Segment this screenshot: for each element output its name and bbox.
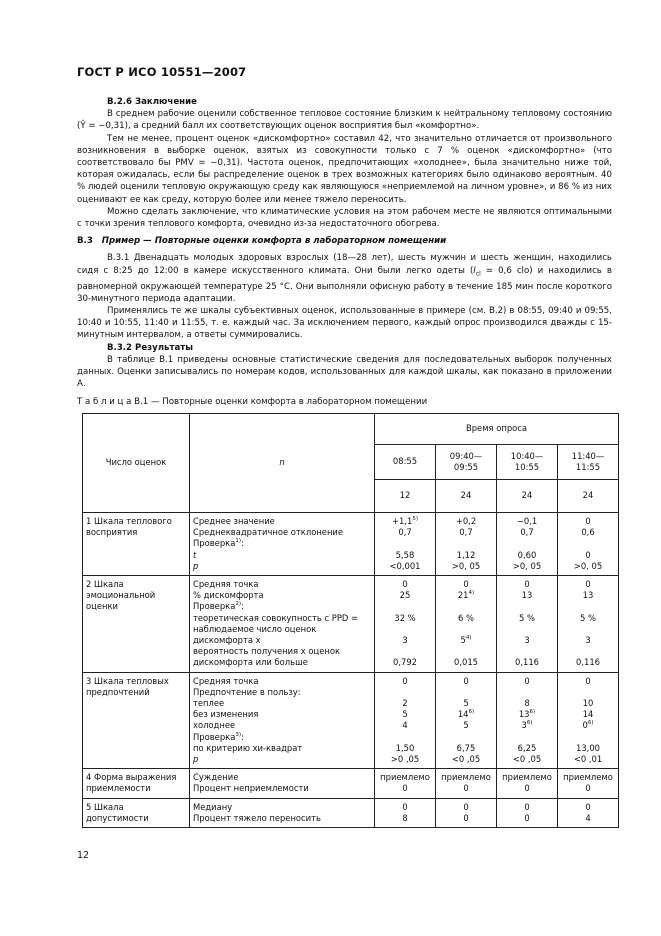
paragraph: В.3.1 Двенадцать молодых здоровых взрослых (18—28 лет), шесть мужчин и шесть женщин, находились сидя с 8:25 до 12:00 в камере искусственного климата. Они были легко одеты ($I_{cl} = 0,6$ clo) и находились в равномерной окружающей температуре 25 °С. Они выполняли офисную работу в течение 185 мин после короткого 30-минутного периода адаптации.: [77, 253, 612, 304]
value-cell: 0 13 5 % 3 0,116: [558, 576, 619, 673]
time-cell: 11:40—11:55: [558, 445, 619, 480]
body-text: [77, 96, 612, 390]
table-row: [83, 798, 619, 827]
table-row: [83, 672, 619, 769]
value-cell: 0 25 32 % 3 0,792: [375, 576, 436, 673]
value-cell: приемлемо 0: [558, 769, 619, 798]
value-cell: $+1,1^{5)}$ 0,7 5,58 <0,001: [375, 513, 436, 576]
value-cell: 0 0: [436, 798, 497, 827]
value-cell: приемлемо 0: [436, 769, 497, 798]
row-items: Средняя точка % дискомфорта Проверка$^{2)}$: теоретическая совокупность с PPD = наблюдаемое число оценок дискомфорта x вероятность получения x оценок дискомфорта или больше: [190, 576, 375, 673]
value-cell: 0 0: [497, 798, 558, 827]
table-row: [83, 576, 619, 673]
paragraph: В среднем рабочие оценили собственное тепловое состояние близким к нейтральному тепловому состоянию (Ŷ = −0,31), а средний балл их соответствующих оценок восприятия был «комфортно».: [77, 109, 612, 132]
row-items: Средняя точка Предпочтение в пользу: теплее без изменения холоднее Проверка$^{3)}$: по критерию хи-квадрат p: [190, 672, 375, 769]
row-label: 2 Шкала эмоциональной оценки: [83, 576, 190, 673]
time-cell: 10:40—10:55: [497, 445, 558, 480]
row-label: 3 Шкала тепловых предпочтений: [83, 672, 190, 769]
time-cell: 08:55: [375, 445, 436, 480]
paragraph: В таблице В.1 приведены основные статистические сведения для последовательных выборок полученных данных. Оценки записывались по номерам кодов, использованных для каждой шкалы, как показано в приложении А.: [77, 354, 612, 390]
section-b26-title: В.2.6 Заключение: [107, 97, 197, 107]
time-cell: 09:40—09:55: [436, 445, 497, 480]
table-row: [83, 513, 619, 576]
row-items: Среднее значение Среднеквадратичное отклонение Проверка$^{1)}$: t p: [190, 513, 375, 576]
table-caption: Т а б л и ц а В.1 — Повторные оценки комфорта в лабораторном помещении: [77, 397, 428, 407]
table-row: [83, 769, 619, 798]
n-cell: 24: [558, 480, 619, 513]
row-label: 4 Форма выражения приемлемости: [83, 769, 190, 798]
value-cell: 0 21$^{4)}$ 6 % 5$^{4)}$ 0,015: [436, 576, 497, 673]
value-cell: 0 13 5 % 3 0,116: [497, 576, 558, 673]
row-items: Суждение Процент неприемлемости: [190, 769, 375, 798]
paragraph: Можно сделать заключение, что климатические условия на этом рабочем месте не являются оптимальными с точки зрения теплового комфорта, очевидно из-за недостаточного обогрева.: [77, 206, 612, 230]
value-cell: 0 8 13$^{6)}$ 3$^{6)}$ 6,25 <0 ,05: [497, 672, 558, 769]
header-time: Время опроса: [375, 414, 619, 445]
n-cell: 12: [375, 480, 436, 513]
section-b32-title: В.3.2 Результаты: [107, 342, 194, 353]
table-header-row: [83, 414, 619, 445]
n-cell: 24: [497, 480, 558, 513]
document-header: ГОСТ Р ИСО 10551—2007: [77, 65, 247, 79]
paragraph: Применялись те же шкалы субъективных оценок, использованные в примере (см. В.2) в 08:55, 09:40 и 09:55, 10:40 и 10:55, 11:40 и 11:55, т. е. каждый час. За исключением первого, каждый опрос производился дважды с 15-минутным интервалом, а ответы суммировались.: [77, 305, 612, 341]
value-cell: приемлемо 0: [497, 769, 558, 798]
value-cell: 0 10 14 0$^{6)}$ 13,00 <0 ,01: [558, 672, 619, 769]
value-cell: 0 2 5 4 1,50 >0 ,05: [375, 672, 436, 769]
value-cell: 0 8: [375, 798, 436, 827]
value-cell: приемлемо 0: [375, 769, 436, 798]
row-label: 5 Шкала допустимости: [83, 798, 190, 827]
paragraph: Тем не менее, процент оценок «дискомфортно» составил 42, что значительно отличается от произвольного возникновения в выборке оценок, взятых из совокупности только с 7 % оценок «дискомфортно» (что соответствовало бы PMV = −0,31). Частота оценок, предпочитающих «холоднее», была значительно ниже той, которая ожидалась, если бы распределение оценок в трех возможных категориях было одинаково вероятным. 40 % людей оценили тепловую окружающую среду как являющуюся «неприемлемой на личном уровне», и 86 % из них оценивают ее как среду, которую более или менее тяжело переносить.: [77, 133, 612, 205]
header-count: Число оценок: [83, 414, 190, 513]
value-cell: 0 5 14$^{6)}$ 5 6,75 <0 ,05: [436, 672, 497, 769]
header-n: n: [190, 414, 375, 513]
n-cell: 24: [436, 480, 497, 513]
results-table: [82, 413, 619, 828]
value-cell: +0,2 0,7 1,12 >0, 05: [436, 513, 497, 576]
row-label: 1 Шкала теплового восприятия: [83, 513, 190, 576]
value-cell: 0 0,6 0 >0, 05: [558, 513, 619, 576]
section-b3-title: В.3 Пример — Повторные оценки комфорта в лабораторном помещении: [77, 236, 447, 247]
value-cell: −0,1 0,7 0,60 >0, 05: [497, 513, 558, 576]
row-items: Медиану Процент тяжело переносить: [190, 798, 375, 827]
value-cell: 0 4: [558, 798, 619, 827]
page-number: 12: [77, 850, 90, 861]
